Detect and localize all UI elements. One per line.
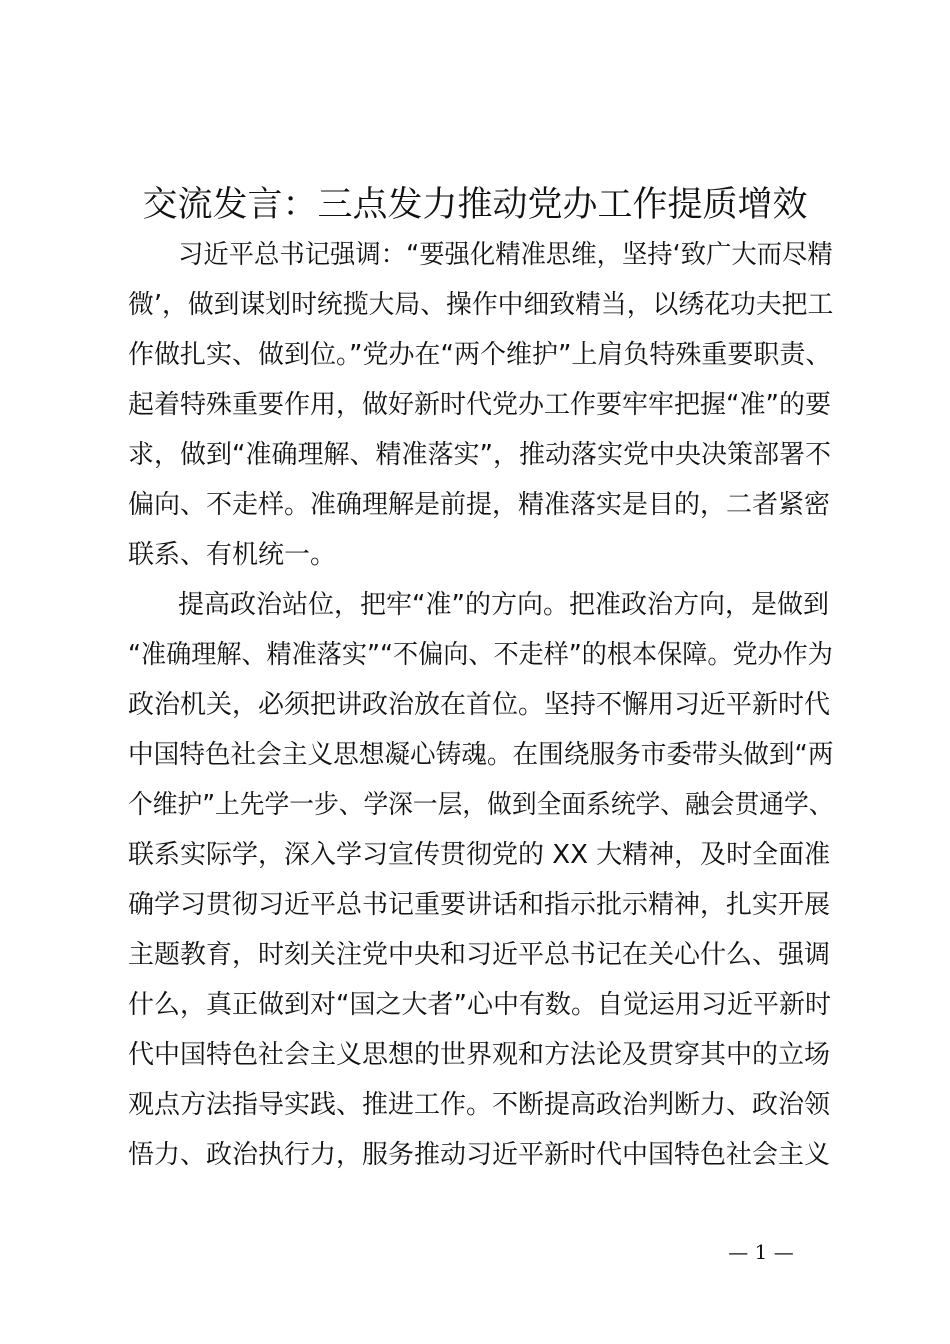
paragraph-2-line-6: 联系实际学，深入学习宣传贯彻党的 XX 大精神，及时全面准	[128, 840, 831, 870]
paragraph-2-line-8: 主题教育，时刻关注党中央和习近平总书记在关心什么、强调	[128, 940, 831, 970]
paragraph-2-line-1: 提高政治站位，把牢“准”的方向。把准政治方向，是做到	[178, 590, 829, 620]
paragraph-1-line-7: 联系、有机统一。	[128, 540, 337, 570]
paragraph-2-line-9: 什么，真正做到对“国之大者”心中有数。自觉运用习近平新时	[128, 990, 831, 1020]
paragraph-1-line-2: 微’，做到谋划时统揽大局、操作中细致精当，以绣花功夫把工	[128, 290, 834, 320]
paragraph-1-line-4: 起着特殊重要作用，做好新时代党办工作要牢牢把握“准”的要	[128, 390, 831, 420]
paragraph-1-line-5: 求，做到“准确理解、精准落实”，推动落实党中央决策部署不	[128, 440, 831, 470]
paragraph-2-line-4: 中国特色社会主义思想凝心铸魂。在围绕服务市委带头做到“两	[128, 740, 834, 770]
paragraph-1-line-1: 习近平总书记强调：“要强化精准思维，坚持‘致广大而尽精	[178, 240, 833, 270]
page-number: — 1 —	[728, 1240, 794, 1264]
paragraph-2-line-12: 悟力、政治执行力，服务推动习近平新时代中国特色社会主义	[128, 1140, 831, 1170]
paragraph-2-line-2: “准确理解、精准落实”“不偏向、不走样”的根本保障。党办作为	[128, 640, 833, 670]
paragraph-1-line-6: 偏向、不走样。准确理解是前提，精准落实是目的，二者紧密	[128, 490, 831, 520]
paragraph-2-line-5: 个维护”上先学一步、学深一层，做到全面系统学、融会贯通学、	[128, 790, 834, 820]
paragraph-2-line-11: 观点方法指导实践、推进工作。不断提高政治判断力、政治领	[128, 1090, 831, 1120]
paragraph-2-line-3: 政治机关，必须把讲政治放在首位。坚持不懈用习近平新时代	[128, 690, 831, 720]
document-title: 交流发言：三点发力推动党办工作提质增效	[142, 185, 808, 225]
paragraph-2-line-7: 确学习贯彻习近平总书记重要讲话和指示批示精神，扎实开展	[128, 890, 831, 920]
paragraph-2-line-10: 代中国特色社会主义思想的世界观和方法论及贯穿其中的立场	[128, 1040, 831, 1070]
document-body	[128, 230, 833, 1180]
paragraph-1-line-3: 作做扎实、做到位。”党办在“两个维护”上肩负特殊重要职责、	[128, 340, 832, 370]
